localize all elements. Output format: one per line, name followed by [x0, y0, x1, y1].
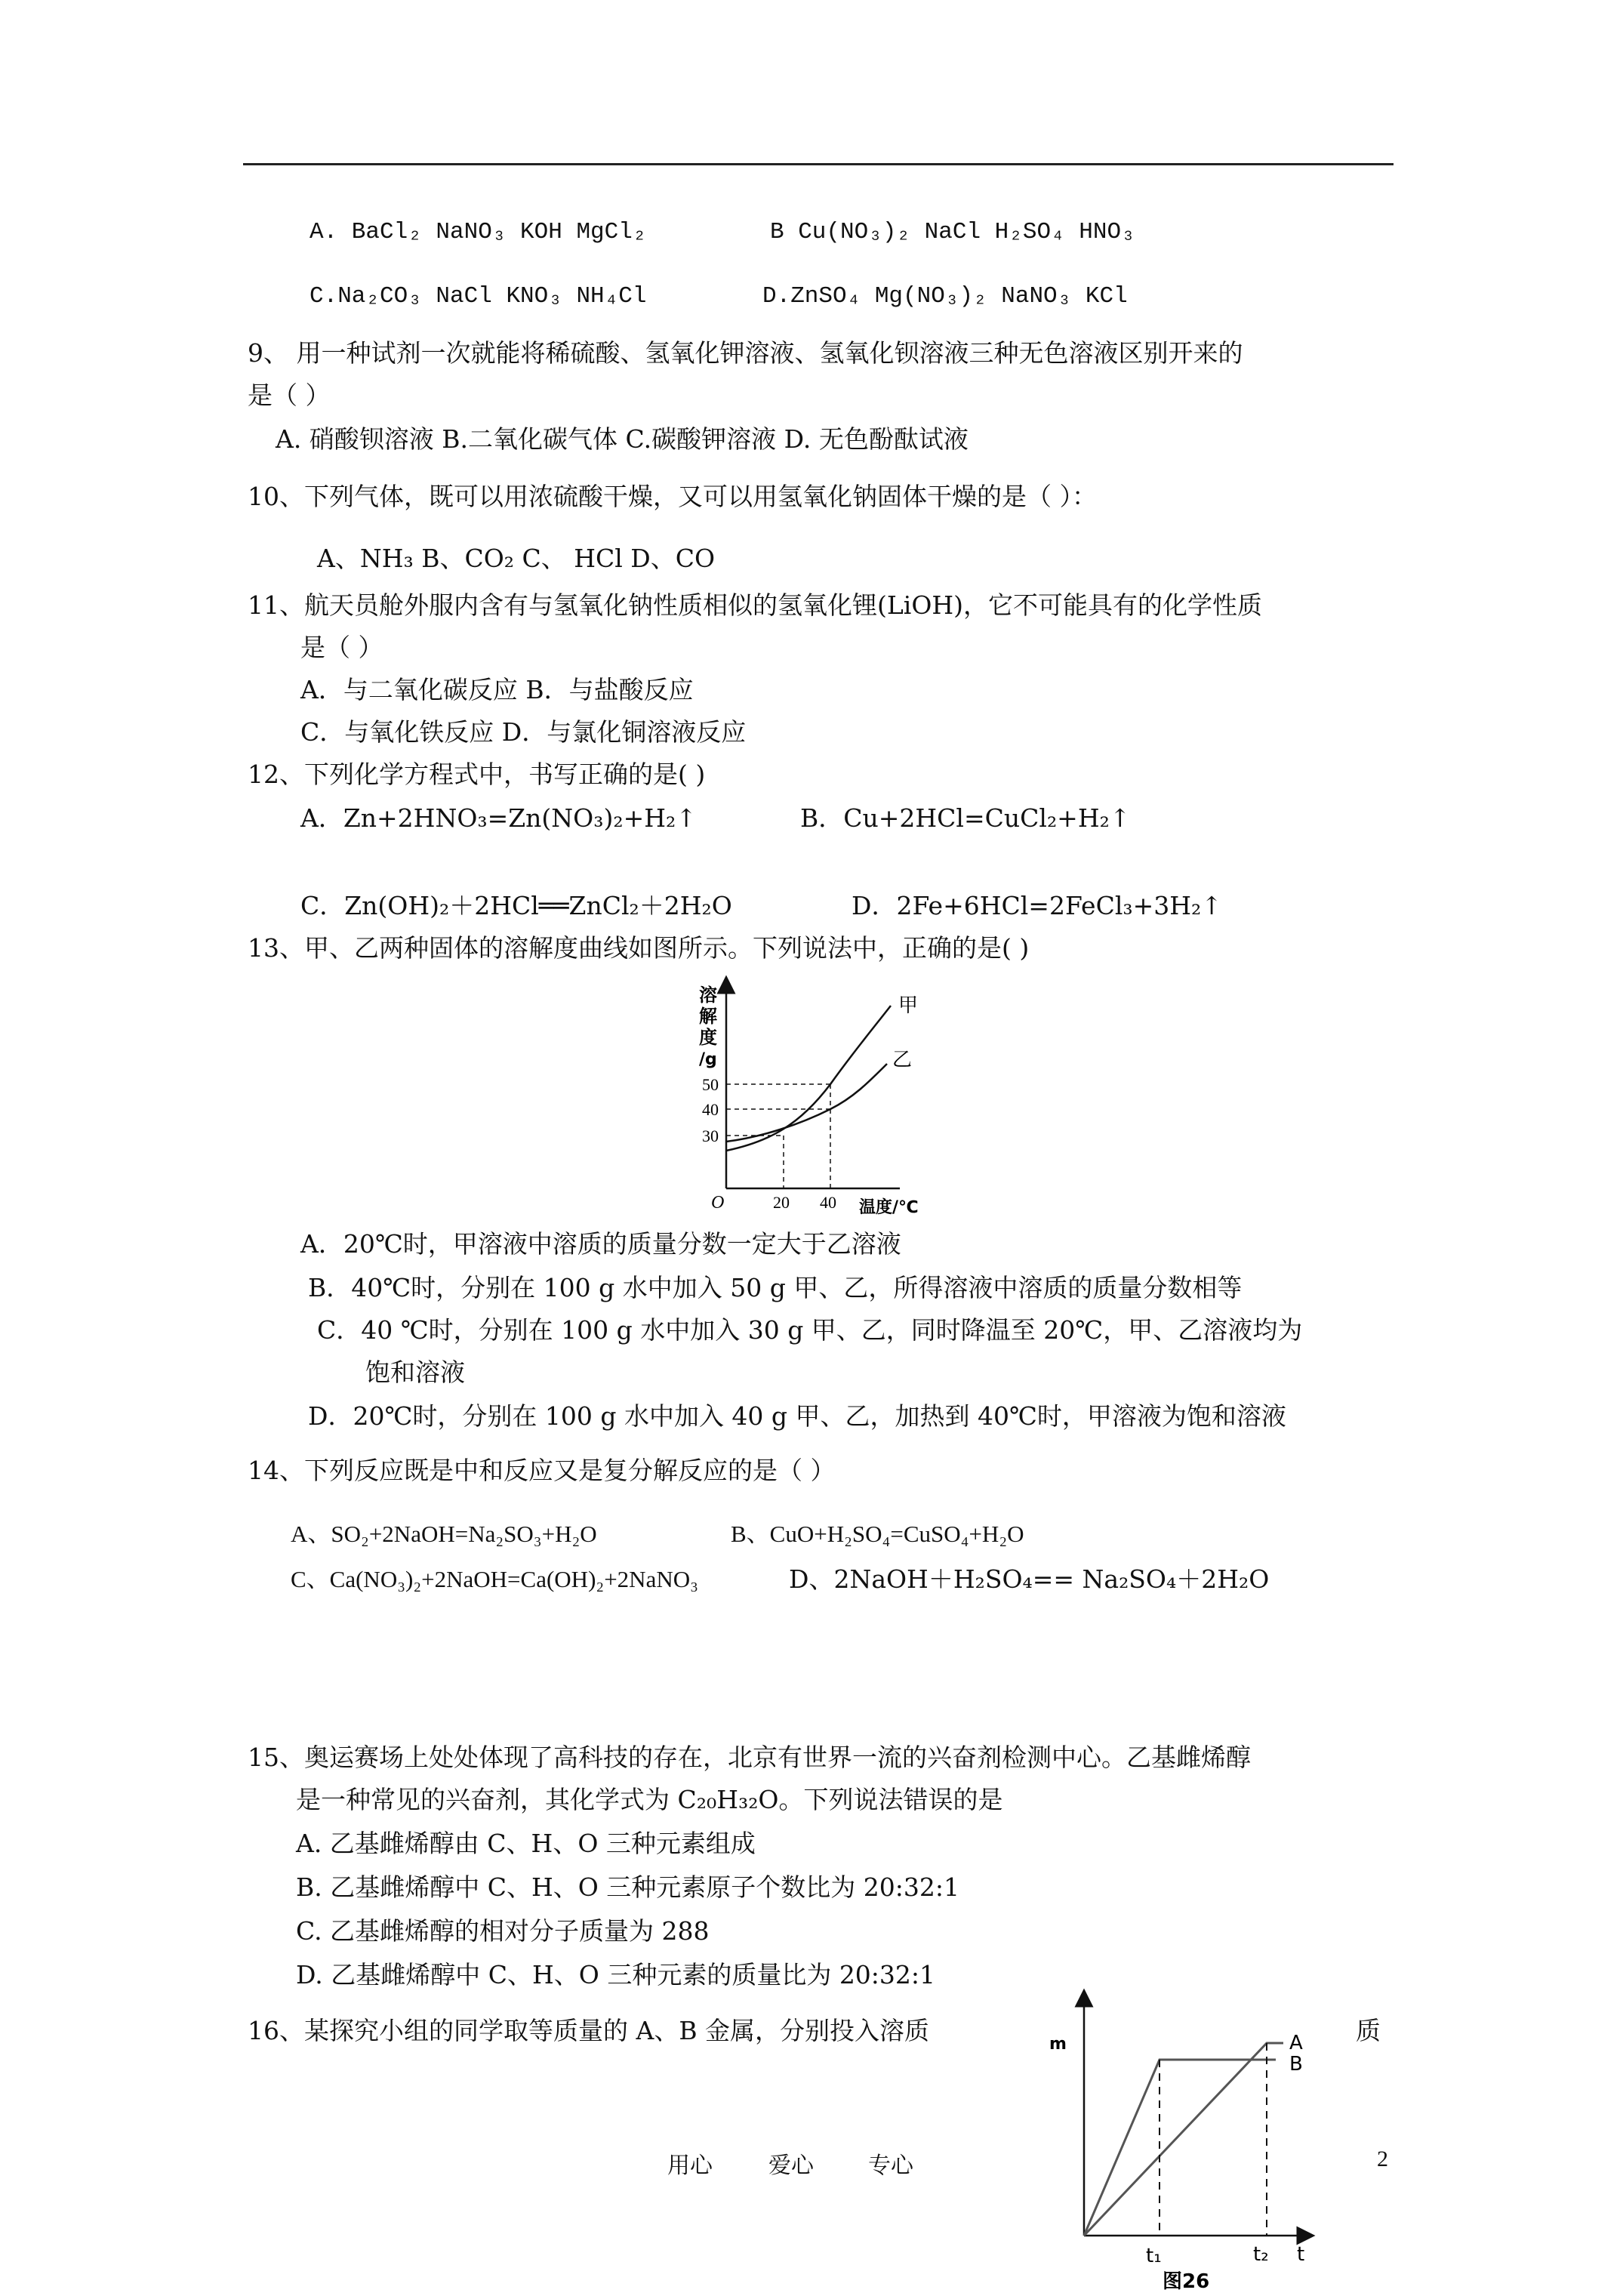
q12-option-b: B．Cu+2HCl=CuCl₂+H₂↑	[800, 803, 1131, 833]
page-number: 2	[1377, 2147, 1388, 2171]
fig13-curve-jia-label: 甲	[898, 994, 919, 1017]
fig13-ytick-40: 40	[702, 1100, 719, 1119]
fig13-xlabel: 温度/℃	[859, 1198, 919, 1217]
q13-option-d: D．20℃时，分别在 100 g 水中加入 40 g 甲、乙，加热到 40℃时，甲溶液为饱和溶液	[308, 1401, 1286, 1431]
q8-option-a: A. BaCl₂ NaNO₃ KOH MgCl₂	[310, 219, 647, 245]
q12-stem: 12、下列化学方程式中，书写正确的是( )	[248, 760, 706, 789]
fig13-xtick-20: 20	[773, 1193, 790, 1212]
q8-option-b: B Cu(NO₃)₂ NaCl H₂SO₄ HNO₃	[770, 219, 1135, 245]
q15-option-a: A. 乙基雌烯醇由 C、H、O 三种元素组成	[296, 1829, 756, 1858]
q14-option-b: B、CuO+H₂SO₄=CuSO₄+H₂O	[731, 1521, 1024, 1547]
fig13-curve-yi-label: 乙	[892, 1049, 913, 1071]
q10-options: A、NH₃ B、CO₂ C、 HCl D、CO	[317, 544, 716, 573]
q11-options-cd: C．与氧化铁反应 D．与氯化铜溶液反应	[300, 717, 747, 747]
q11-stem-line1: 11、航天员舱外服内含有与氢氧化钠性质相似的氢氧化锂(LiOH)，它不可能具有的化学性质	[248, 590, 1263, 620]
q13-option-c-line1: C．40 ℃时，分别在 100 g 水中加入 30 g 甲、乙，同时降温至 20℃，甲、乙溶液均为	[317, 1315, 1303, 1345]
q11-stem-line2: 是（ ）	[300, 633, 383, 662]
q13-option-a: A．20℃时，甲溶液中溶质的质量分数一定大于乙溶液	[300, 1229, 901, 1259]
q9-stem-line2: 是（ ）	[248, 381, 331, 410]
q16-stem-tail: 质	[1356, 2016, 1381, 2045]
fig26-t1-label: t₁	[1146, 2245, 1162, 2267]
q15-option-b: B. 乙基雌烯醇中 C、H、O 三种元素原子个数比为 20:32:1	[296, 1872, 959, 1902]
fig13-ylabel-2: 解	[699, 1006, 717, 1027]
q12-option-d: D．2Fe+6HCl=2FeCl₃+3H₂↑	[852, 891, 1222, 920]
q14-option-a: A、SO₂+2NaOH=Na₂SO₃+H₂O	[291, 1521, 597, 1547]
footer-text-2: 爱心	[768, 2153, 814, 2179]
q15-stem-line1: 15、奥运赛场上处处体现了高科技的存在，北京有世界一流的兴奋剂检测中心。乙基雌烯醇	[248, 1743, 1251, 1772]
q15-option-d: D. 乙基雌烯醇中 C、H、O 三种元素的质量比为 20:32:1	[296, 1960, 936, 1989]
q16-stem-line1: 16、某探究小组的同学取等质量的 A、B 金属，分别投入溶质	[248, 2016, 930, 2045]
q13-option-c-line2: 饱和溶液	[365, 1358, 465, 1387]
q9-options: A. 硝酸钡溶液 B.二氧化碳气体 C.碳酸钾溶液 D. 无色酚酞试液	[276, 424, 969, 454]
solubility-curve-figure	[679, 969, 944, 1219]
fig26-y-axis-label: m	[1049, 2035, 1067, 2054]
q15-stem-line2: 是一种常见的兴奋剂，其化学式为 C₂₀H₃₂O。下列说法错误的是	[296, 1785, 1003, 1814]
fig26-x-axis-label: t	[1297, 2243, 1305, 2266]
fig13-ylabel-4: /g	[699, 1050, 717, 1069]
q13-stem: 13、甲、乙两种固体的溶解度曲线如图所示。下列说法中，正确的是( )	[248, 933, 1030, 963]
footer-text-3: 专心	[868, 2153, 913, 2179]
q13-option-b: B．40℃时，分别在 100 g 水中加入 50 g 甲、乙，所得溶液中溶质的质量分数相等	[308, 1273, 1243, 1302]
header-rule	[243, 163, 1394, 165]
fig13-origin: O	[711, 1193, 725, 1213]
fig13-ytick-30: 30	[702, 1126, 719, 1145]
fig13-ylabel-3: 度	[699, 1027, 717, 1048]
q8-option-c: C.Na₂CO₃ NaCl KNO₃ NH₄Cl	[310, 283, 647, 310]
q11-options-ab: A．与二氧化碳反应 B．与盐酸反应	[300, 675, 694, 704]
q14-option-c: C、Ca(NO₃)₂+2NaOH=Ca(OH)₂+2NaNO₃	[291, 1566, 698, 1592]
fig26-line-a-label: A	[1289, 2032, 1303, 2054]
q10-stem: 10、下列气体，既可以用浓硫酸干燥，又可以用氢氧化钠固体干燥的是（ ）：	[248, 482, 1097, 511]
figure-26-mass-time	[1049, 1983, 1336, 2292]
fig26-line-b-label: B	[1289, 2053, 1303, 2076]
footer-text-1: 用心	[667, 2153, 713, 2179]
fig26-t2-label: t₂	[1253, 2243, 1269, 2266]
q15-option-c: C. 乙基雌烯醇的相对分子质量为 288	[296, 1916, 710, 1946]
q12-option-c: C．Zn(OH)₂＋2HCl══ZnCl₂＋2H₂O	[300, 891, 732, 920]
q14-option-d: D、2NaOH＋H₂SO₄== Na₂SO₄＋2H₂O	[789, 1564, 1270, 1594]
fig13-xtick-40: 40	[820, 1193, 836, 1212]
q8-option-d: D.ZnSO₄ Mg(NO₃)₂ NaNO₃ KCl	[762, 283, 1128, 310]
q9-stem-line1: 9、 用一种试剂一次就能将稀硫酸、氢氧化钾溶液、氢氧化钡溶液三种无色溶液区别开来的	[248, 338, 1243, 368]
q14-stem: 14、下列反应既是中和反应又是复分解反应的是（ ）	[248, 1456, 836, 1485]
q12-option-a: A．Zn+2HNO₃=Zn(NO₃)₂+H₂↑	[300, 803, 697, 833]
fig13-ytick-50: 50	[702, 1075, 719, 1094]
fig26-caption: 图26	[1163, 2270, 1210, 2292]
fig13-ylabel-1: 溶	[699, 985, 717, 1006]
